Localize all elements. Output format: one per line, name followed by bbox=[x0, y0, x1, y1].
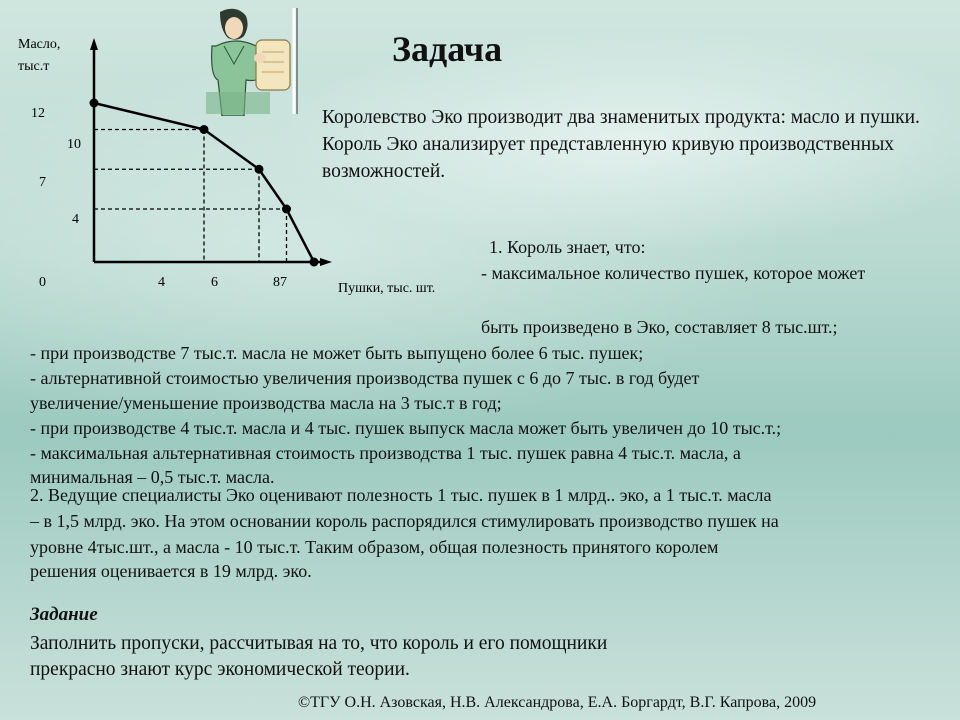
ppf-point bbox=[310, 258, 319, 267]
ppf-point bbox=[255, 165, 264, 174]
section2-line: уровне 4тыс.шт., а масла - 10 тыс.т. Таким образом, общая полезность принятого королем bbox=[30, 537, 719, 557]
x-axis-label: Пушки, тыс. шт. bbox=[338, 281, 436, 296]
task-line: Заполнить пропуски, рассчитывая на то, что король и его помощники bbox=[30, 633, 608, 654]
section1-line: - максимальная альтернативная стоимость производства 1 тыс. пушек равна 4 тыс.т. масла, а bbox=[30, 443, 741, 463]
ppf-point bbox=[90, 99, 99, 108]
section2-line: – в 1,5 млрд. эко. На этом основании король распорядился стимулировать производство пушек на bbox=[30, 511, 779, 531]
x-tick-label: 87 bbox=[273, 275, 287, 290]
x-tick-label: 6 bbox=[211, 275, 218, 290]
section2-line: решения оценивается в 19 млрд. эко. bbox=[30, 561, 312, 581]
section1-line: - при производстве 7 тыс.т. масла не может быть выпущено более 6 тыс. пушек; bbox=[30, 343, 644, 363]
section1-line: - альтернативной стоимостью увеличения производства пушек с 6 до 7 тыс. в год будет bbox=[30, 368, 700, 388]
intro-paragraph: Королевство Эко производит два знаменитых продукта: масло и пушки. Король Эко анализирует представленную кривую производственных возможностей. bbox=[322, 107, 920, 182]
section1-line: быть произведено в Эко, составляет 8 тыс.шт.; bbox=[481, 317, 838, 337]
section1-line: увеличение/уменьшение производства масла на 3 тыс.т в год; bbox=[30, 393, 502, 413]
y-tick-label: 10 bbox=[67, 137, 81, 152]
section1-heading: 1. Король знает, что: bbox=[489, 237, 646, 257]
ppf-point bbox=[282, 205, 291, 214]
section1-line: - при производстве 4 тыс.т. масла и 4 тыс. пушек выпуск масла может быть увеличен до 10 тыс.т.; bbox=[30, 418, 782, 438]
footer-credits: ©ТГУ О.Н. Азовская, Н.В. Александрова, Е.А. Боргардт, В.Г. Капрова, 2009 bbox=[298, 694, 817, 711]
page-title: Задача bbox=[392, 29, 503, 69]
origin-label: 0 bbox=[39, 275, 46, 290]
section2-line: 2. Ведущие специалисты Эко оценивают полезность 1 тыс. пушек в 1 млрд.. эко, а 1 тыс.т. масла bbox=[30, 485, 772, 505]
y-tick-label: 12 bbox=[31, 106, 45, 121]
section1-line: минимальная – 0,5 тыс.т. масла. bbox=[30, 467, 275, 487]
y-axis-label-line2: тыс.т bbox=[18, 59, 50, 74]
x-axis-arrow bbox=[320, 258, 332, 266]
y-tick-label: 7 bbox=[39, 175, 46, 190]
y-axis-arrow bbox=[90, 38, 98, 50]
task-heading: Задание bbox=[30, 604, 98, 625]
section1-line: - максимальное количество пушек, которое может bbox=[481, 263, 866, 283]
y-tick-label: 4 bbox=[72, 212, 79, 227]
task-line: прекрасно знают курс экономической теории. bbox=[30, 659, 410, 680]
x-tick-label: 4 bbox=[158, 275, 165, 290]
y-axis-label-line1: Масло, bbox=[18, 37, 61, 52]
ppf-point bbox=[200, 125, 209, 134]
